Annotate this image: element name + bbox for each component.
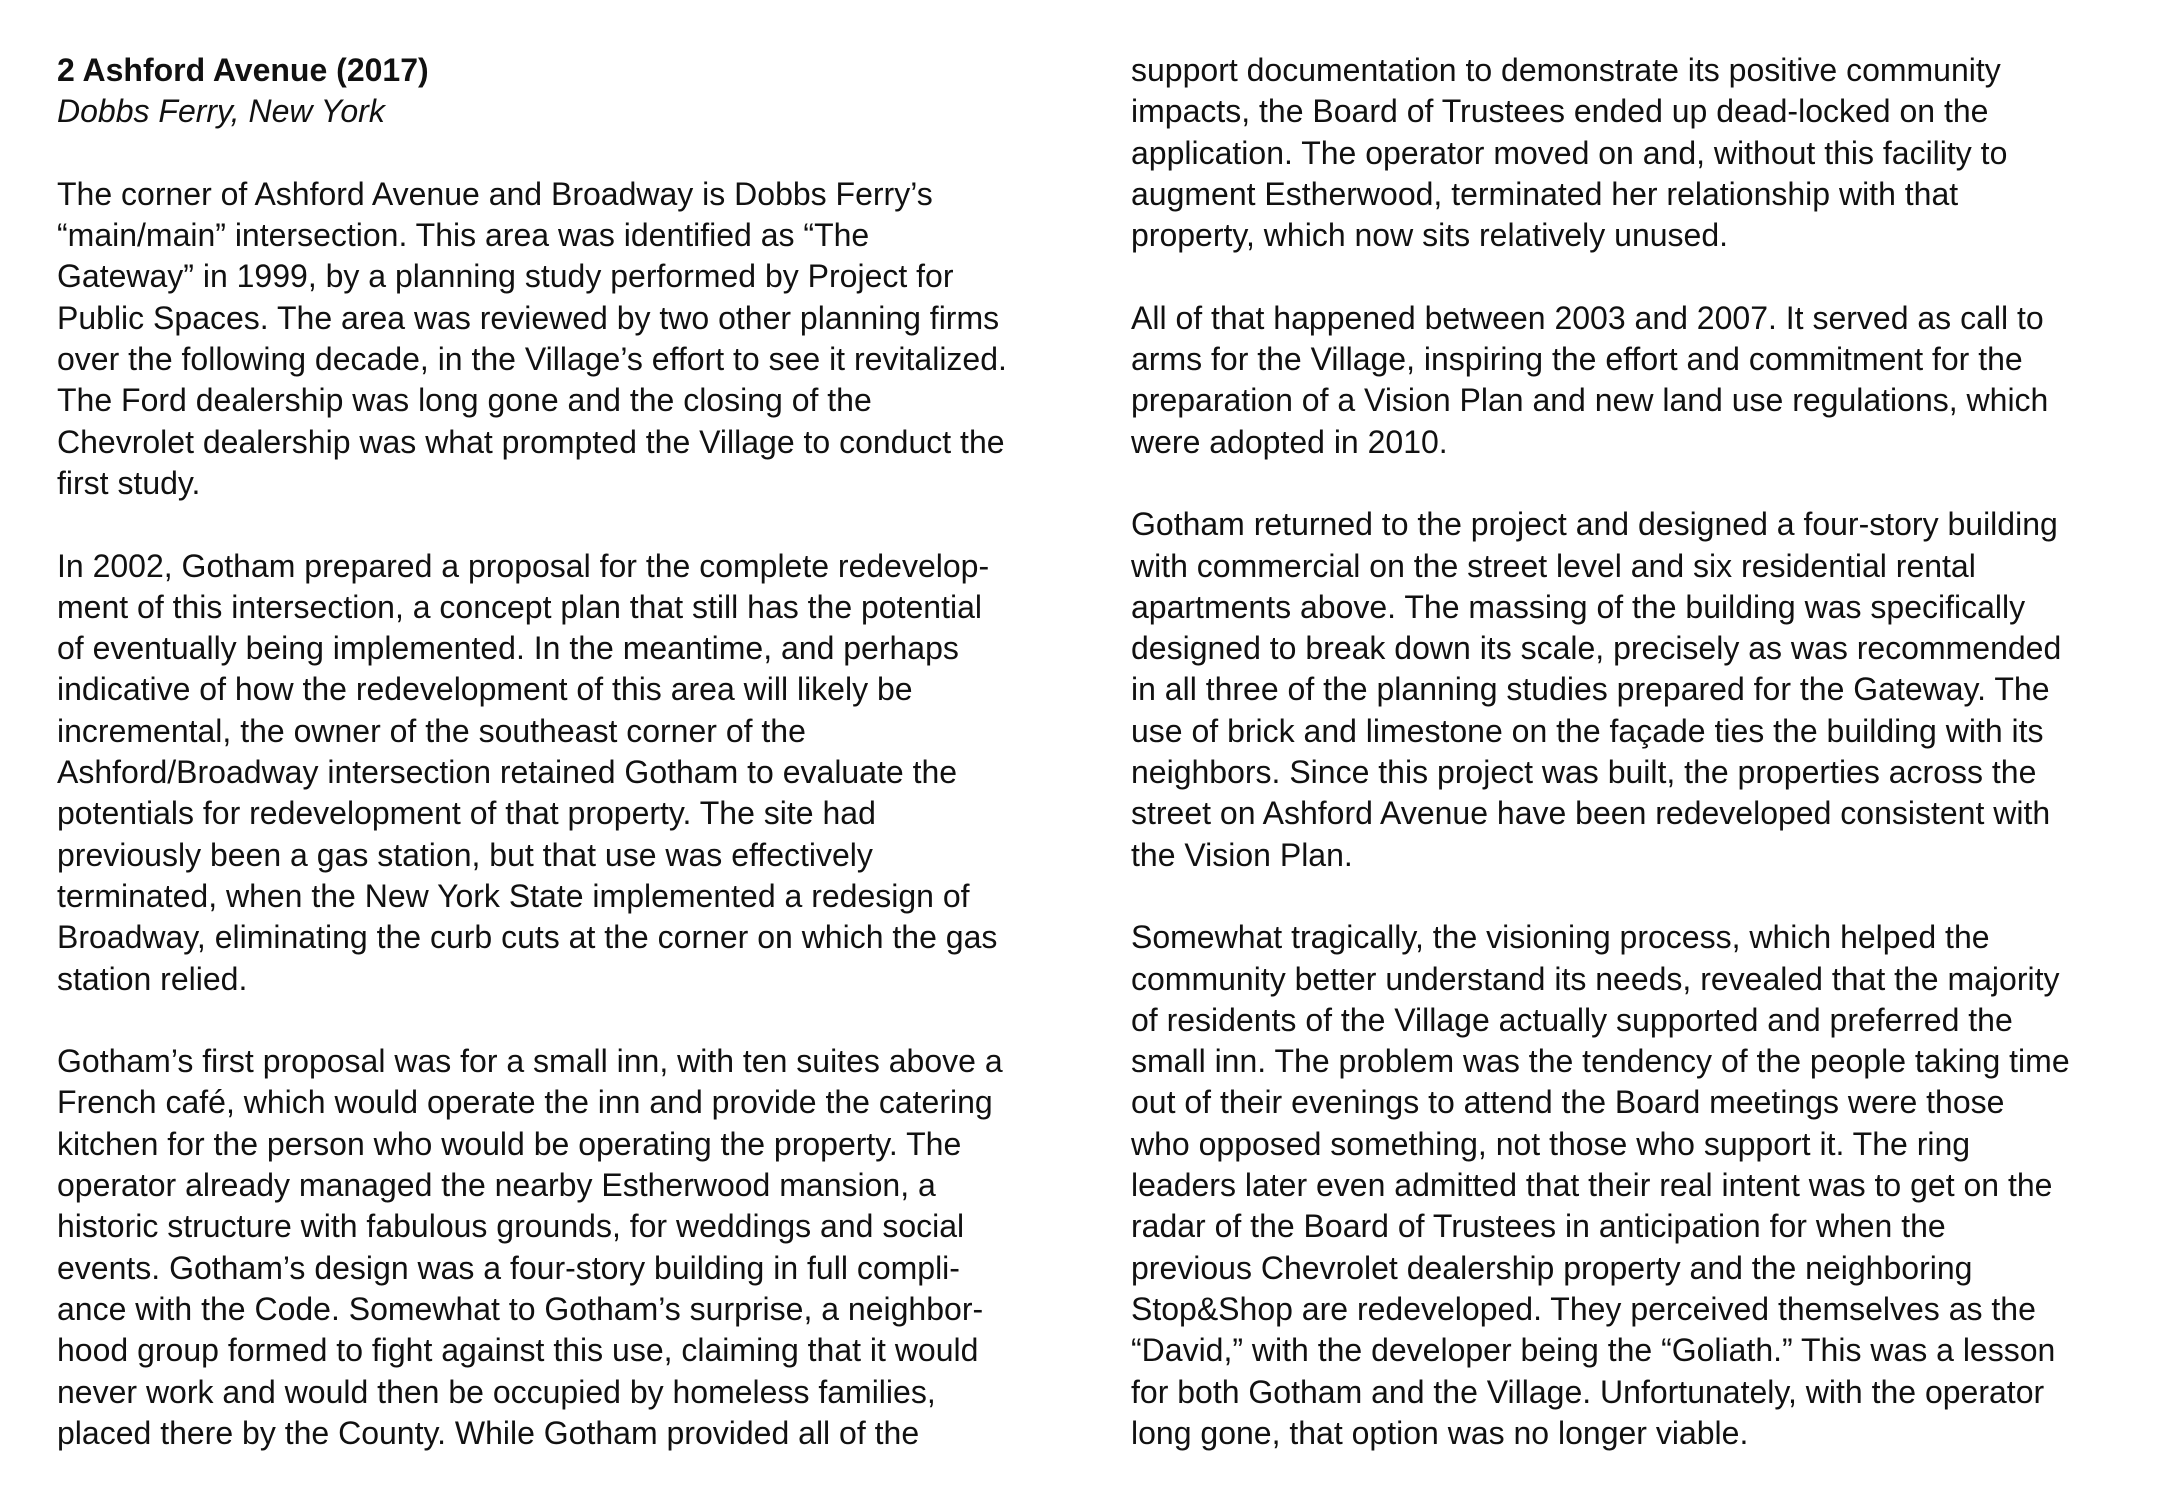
text-line: with commercial on the street level and six residential rental bbox=[1131, 547, 1976, 584]
text-line: historic structure with fabulous grounds, for weddings and social bbox=[57, 1208, 965, 1245]
text-line: kitchen for the person who would be operating the property. The bbox=[57, 1125, 962, 1162]
text-line: previous Chevrolet dealership property and the neighboring bbox=[1131, 1249, 1973, 1286]
text-line: Stop&Shop are redeveloped. They perceived themselves as the bbox=[1131, 1290, 2036, 1327]
text-line: first study. bbox=[57, 464, 201, 501]
text-line: the Vision Plan. bbox=[1131, 836, 1353, 873]
text-line: designed to break down its scale, precisely as was recommended bbox=[1131, 630, 2062, 667]
right-paragraph-2 bbox=[1131, 298, 2177, 463]
paragraph-gap bbox=[1131, 876, 2177, 917]
text-line: potentials for redevelopment of that property. The site had bbox=[57, 795, 876, 832]
text-line: placed there by the County. While Gotham provided all of the bbox=[57, 1414, 920, 1451]
text-line: community better understand its needs, revealed that the majority bbox=[1131, 960, 2060, 997]
left-paragraph-2 bbox=[57, 546, 1107, 1000]
text-line: Ashford/Broadway intersection retained Gotham to evaluate the bbox=[57, 754, 958, 791]
text-line: neighbors. Since this project was built, the properties across the bbox=[1131, 754, 2037, 791]
text-line: application. The operator moved on and, without this facility to bbox=[1131, 134, 2008, 171]
text-line: station relied. bbox=[57, 960, 248, 997]
text-line: French café, which would operate the inn and provide the catering bbox=[57, 1084, 993, 1121]
paragraph-gap bbox=[1131, 256, 2177, 297]
text-line: “main/main” intersection. This area was identified as “The bbox=[57, 217, 870, 254]
text-line: hood group formed to fight against this use, claiming that it would bbox=[57, 1332, 979, 1369]
text-line: for both Gotham and the Village. Unfortunately, with the operator bbox=[1131, 1373, 2045, 1410]
text-line: previously been a gas station, but that use was effectively bbox=[57, 836, 873, 873]
text-line: impacts, the Board of Trustees ended up dead-locked on the bbox=[1131, 93, 1989, 130]
text-line: over the following decade, in the Village’s effort to see it revitalized. bbox=[57, 341, 1007, 378]
text-line: long gone, that option was no longer viable. bbox=[1131, 1414, 1749, 1451]
text-line: preparation of a Vision Plan and new land use regulations, which bbox=[1131, 382, 2049, 419]
text-line: Gateway” in 1999, by a planning study performed by Project for bbox=[57, 258, 954, 295]
text-line: All of that happened between 2003 and 2007. It served as call to bbox=[1131, 299, 2044, 336]
text-line: Chevrolet dealership was what prompted the Village to conduct the bbox=[57, 423, 1005, 460]
text-line: Gotham’s first proposal was for a small inn, with ten suites above a bbox=[57, 1043, 1003, 1080]
text-line: ance with the Code. Somewhat to Gotham’s surprise, a neighbor- bbox=[57, 1290, 984, 1327]
right-column bbox=[1131, 50, 2177, 1454]
article-location: Dobbs Ferry, New York bbox=[57, 93, 385, 130]
text-line: Broadway, eliminating the curb cuts at the corner on which the gas bbox=[57, 919, 998, 956]
text-line: street on Ashford Avenue have been redeveloped consistent with bbox=[1131, 795, 2051, 832]
article-title: 2 Ashford Avenue (2017) bbox=[57, 52, 429, 88]
text-line: Gotham returned to the project and designed a four-story building bbox=[1131, 506, 2058, 543]
text-line: apartments above. The massing of the building was specifically bbox=[1131, 588, 2026, 625]
text-line: who opposed something, not those who support it. The ring bbox=[1131, 1125, 1971, 1162]
text-line: Public Spaces. The area was reviewed by two other planning firms bbox=[57, 299, 1000, 336]
text-line: ment of this intersection, a concept plan that still has the potential bbox=[57, 588, 982, 625]
text-line: never work and would then be occupied by homeless families, bbox=[57, 1373, 936, 1410]
paragraph-gap bbox=[1131, 463, 2177, 504]
right-paragraphs bbox=[1131, 50, 2177, 1454]
text-line: support documentation to demonstrate its positive community bbox=[1131, 52, 2001, 88]
text-line: were adopted in 2010. bbox=[1131, 423, 1448, 460]
text-line: out of their evenings to attend the Board meetings were those bbox=[1131, 1084, 2005, 1121]
text-line: indicative of how the redevelopment of this area will likely be bbox=[57, 671, 913, 708]
paragraph-gap bbox=[57, 133, 1107, 174]
text-line: operator already managed the nearby Estherwood mansion, a bbox=[57, 1167, 936, 1204]
right-paragraph-4 bbox=[1131, 917, 2177, 1454]
right-paragraph-1 bbox=[1131, 50, 2177, 256]
text-line: “David,” with the developer being the “Goliath.” This was a lesson bbox=[1131, 1332, 2056, 1369]
text-line: The corner of Ashford Avenue and Broadway is Dobbs Ferry’s bbox=[57, 175, 933, 212]
text-line: incremental, the owner of the southeast corner of the bbox=[57, 712, 806, 749]
text-line: events. Gotham’s design was a four-story building in full compli- bbox=[57, 1249, 960, 1286]
left-paragraph-1 bbox=[57, 174, 1107, 504]
left-column bbox=[57, 50, 1107, 1454]
paragraph-gap bbox=[57, 1000, 1107, 1041]
left-paragraph-3 bbox=[57, 1041, 1107, 1454]
text-line: radar of the Board of Trustees in anticipation for when the bbox=[1131, 1208, 1946, 1245]
text-line: property, which now sits relatively unused. bbox=[1131, 217, 1729, 254]
text-line: of residents of the Village actually supported and preferred the bbox=[1131, 1001, 2013, 1038]
text-line: in all three of the planning studies prepared for the Gateway. The bbox=[1131, 671, 2050, 708]
text-line: of eventually being implemented. In the meantime, and perhaps bbox=[57, 630, 959, 667]
text-line: The Ford dealership was long gone and the closing of the bbox=[57, 382, 872, 419]
text-line: use of brick and limestone on the façade ties the building with its bbox=[1131, 712, 2044, 749]
text-line: In 2002, Gotham prepared a proposal for the complete redevelop- bbox=[57, 547, 990, 584]
text-line: small inn. The problem was the tendency of the people taking time bbox=[1131, 1043, 2070, 1080]
text-line: terminated, when the New York State implemented a redesign of bbox=[57, 877, 970, 914]
left-paragraphs bbox=[57, 174, 1107, 1454]
text-line: leaders later even admitted that their real intent was to get on the bbox=[1131, 1167, 2053, 1204]
text-line: Somewhat tragically, the visioning process, which helped the bbox=[1131, 919, 1990, 956]
text-line: arms for the Village, inspiring the effort and commitment for the bbox=[1131, 341, 2023, 378]
text-line: augment Estherwood, terminated her relationship with that bbox=[1131, 175, 1959, 212]
paragraph-gap bbox=[57, 504, 1107, 545]
right-paragraph-3 bbox=[1131, 504, 2177, 876]
